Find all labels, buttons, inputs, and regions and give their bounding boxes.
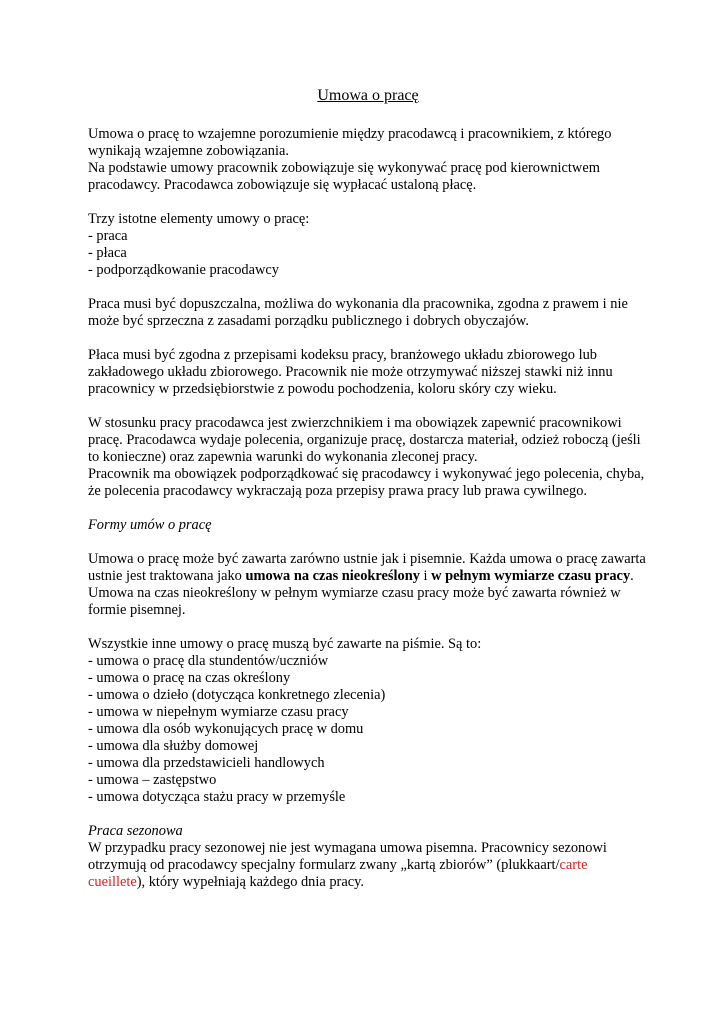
list-item: - umowa dla przedstawicieli handlowych (88, 755, 325, 771)
stosunek-paragraph-2: Pracownik ma obowiązek podporządkować się pracodawcy i wykonywać jego polecenia, chyba, że polecenia pracodawcy wykraczają poza przepisy prawa pracy lub prawa cywilnego. (88, 466, 645, 499)
sezonowa-text-end: ), który wypełniają każdego dnia pracy. (136, 874, 364, 890)
formy-paragraph (88, 551, 648, 619)
list-item: - umowa o pracę dla stundentów/uczniów (88, 653, 329, 669)
stosunek-paragraph-1: W stosunku pracy pracodawca jest zwierzchnikiem i ma obowiązek zapewnić pracownikowi pracę. Pracodawca wydaje polecenia, organizuje pracę, dostarcza materiał, odzież roboczą (jeśli to konieczne) oraz zapewnia warunki do wykonania zleconej pracy. (88, 415, 641, 465)
list-item: - umowa dla osób wykonujących pracę w domu (88, 721, 364, 737)
sezonowa-red-term: carte cueillete (88, 857, 588, 890)
intro-paragraph-1: Umowa o pracę to wzajemne porozumienie między pracodawcą i pracownikiem, z którego wynikają wzajemne zobowiązania. (88, 126, 612, 159)
spacer (88, 194, 648, 211)
list-item: - podporządkowanie pracodawcy (88, 262, 279, 278)
list-item: - umowa dla służby domowej (88, 738, 259, 754)
intro-paragraph-2: Na podstawie umowy pracownik zobowiązuje się wykonywać pracę pod kierownictwem pracodawcy. Pracodawca zobowiązuje się wypłacać ustaloną płacę. (88, 160, 600, 193)
sezonowa-text-start: W przypadku pracy sezonowej nie jest wymagana umowa pisemna. Pracownicy sezonowi otrzymują od pracodawcy specjalny formularz zwany „kartą zbiorów” (plukkaart/ (88, 840, 607, 873)
formy-bold-pelny-wymiar: w pełnym wymiarze czasu pracy (431, 568, 631, 584)
formy-text-mid: i (419, 568, 432, 584)
sezonowa-paragraph (88, 840, 648, 891)
formy-text-end: . Umowa na czas nieokreślony w pełnym wymiarze czasu pracy może być zawarta również w formie pisemnej. (88, 568, 634, 618)
spacer (88, 500, 648, 517)
formy-bold-czas-nieokreslony: umowa na czas nieokreślony (245, 568, 420, 584)
document-page (88, 86, 648, 891)
formy-heading: Formy umów o pracę (88, 517, 212, 533)
list-item: - umowa o pracę na czas określony (88, 670, 291, 686)
spacer (88, 806, 648, 823)
spacer (88, 330, 648, 347)
spacer (88, 279, 648, 296)
spacer (88, 398, 648, 415)
document-title: Umowa o pracę (317, 87, 419, 104)
list-item: - płaca (88, 245, 127, 261)
list-item: - umowa dotycząca stażu pracy w przemyśle (88, 789, 346, 805)
spacer (88, 619, 648, 636)
placa-paragraph: Płaca musi być zgodna z przepisami kodeksu pracy, branżowego układu zbiorowego lub zakładowego układu zbiorowego. Pracownik nie może otrzymywać niższej stawki niż innu pracownicy w przedsiębiorstwie z powodu pochodzenia, koloru skóry czy wieku. (88, 347, 613, 397)
spacer (88, 534, 648, 551)
list-item: - umowa w niepełnym wymiarze czasu pracy (88, 704, 349, 720)
sezonowa-heading: Praca sezonowa (88, 823, 183, 839)
list-item: - umowa – zastępstwo (88, 772, 217, 788)
elements-list (88, 228, 648, 279)
praca-paragraph: Praca musi być dopuszczalna, możliwa do wykonania dla pracownika, zgodna z prawem i nie może być sprzeczna z zasadami porządku publicznego i dobrych obyczajów. (88, 296, 628, 329)
inne-list (88, 653, 648, 806)
inne-heading: Wszystkie inne umowy o pracę muszą być zawarte na piśmie. Są to: (88, 636, 482, 652)
list-item: - praca (88, 228, 128, 244)
elements-heading: Trzy istotne elementy umowy o pracę: (88, 211, 310, 227)
formy-text-start: Umowa o pracę może być zawarta zarówno ustnie jak i pisemnie. Każda umowa o pracę zawarta ustnie jest traktowana jako (88, 551, 646, 584)
list-item: - umowa o dzieło (dotycząca konkretnego zlecenia) (88, 687, 386, 703)
